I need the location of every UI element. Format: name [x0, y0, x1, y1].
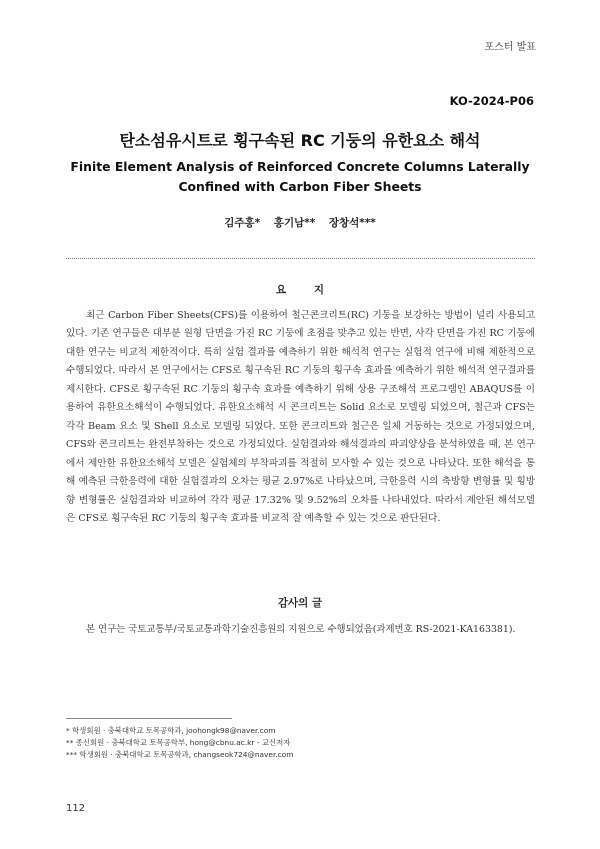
footnotes: [66, 725, 535, 761]
abstract-heading: 요 지: [276, 284, 336, 296]
footnote-divider: [66, 718, 232, 719]
author-name: 홍기남**: [273, 217, 316, 229]
abstract-body: 최근 Carbon Fiber Sheets(CFS)를 이용하여 철근콘크리트(RC) 기둥을 보강하는 방법이 널리 사용되고 있다. 기존 연구들은 대부분 원형 단면을 가진 RC 기둥에 초점을 맞추고 있는 반면, 사각 단면을 가진 RC 기둥에 대한 연구는 비교적 제한적이다. 특히 실험 결과를 예측하기 위한 해석적 연구는 실험적 연구에 비해 제한적으로 수행되었다. 따라서 본 연구에서는 CFS로 횡구속된 RC 기둥의 횡구속 효과를 예측하기 위한 해석적 연구결과를 제시한다. CFS로 횡구속된 RC 기둥의 횡구속 효과를 예측하기 위해 상용 구조해석 프로그램인 ABAQUS를 이용하여 유한요소해석이 수행되었다. 유한요소해석 시 콘크리트는 Solid 요소로 모델링 되었으며, 철근과 CFS는 각각 Beam 요소 및 Shell 요소로 모델링 되었다. 또한 콘크리트와 철근은 일체 거동하는 것으로 가정되었으며, CFS와 콘크리트는 완전부착하는 것으로 가정되었다. 실험결과와 해석결과의 파괴양상을 분석하였을 때, 본 연구에서 제안한 유한요소해석 모델은 실험체의 부착파괴를 적절히 모사할 수 있는 것으로 나타났다. 또한 해석을 통해 예측된 극한응력에 대한 실험결과의 오차는 평균 2.97%로 나타났으며, 극한응력 시의 축방향 변형률 및 횡방향 변형률은 실험결과와 비교하여 각각 평균 17.32% 및 9.52%의 오차를 나타내었다. 따라서 제안된 해석모델은 CFS로 횡구속된 RC 기둥의 횡구속 효과를 비교적 잘 예측할 수 있는 것으로 판단된다.: [66, 310, 535, 524]
page-number: 112: [66, 803, 86, 814]
footnote: *** 학생회원 · 충북대학교 토목공학과, changseok724@naver.com: [66, 750, 294, 759]
acknowledgment-heading: 감사의 글: [277, 597, 323, 609]
author-name: 장창석***: [328, 217, 376, 229]
footnote: * 학생회원 · 충북대학교 토목공학과, joohongk98@naver.com: [66, 726, 276, 735]
author-name: 김주홍*: [224, 217, 261, 229]
paper-code: KO-2024-P06: [449, 94, 534, 108]
paper-title-korean: 탄소섬유시트로 횡구속된 RC 기둥의 유한요소 해석: [119, 131, 481, 150]
paper-title-english: Finite Element Analysis of Reinforced Concrete Columns Laterally Confined with Carbon Fiber Sheets: [70, 159, 530, 194]
acknowledgment-body: 본 연구는 국토교통부/국토교통과학기술진흥원의 지원으로 수행되었음(과제번호 RS-2021-KA163381).: [86, 624, 516, 635]
section-divider: [66, 258, 535, 259]
section-label: 포스터 발표: [484, 42, 536, 53]
author-list: [0, 215, 600, 230]
footnote: ** 종신회원 · 충북대학교 토목공학부, hong@cbnu.ac.kr - 교신저자: [66, 738, 291, 747]
